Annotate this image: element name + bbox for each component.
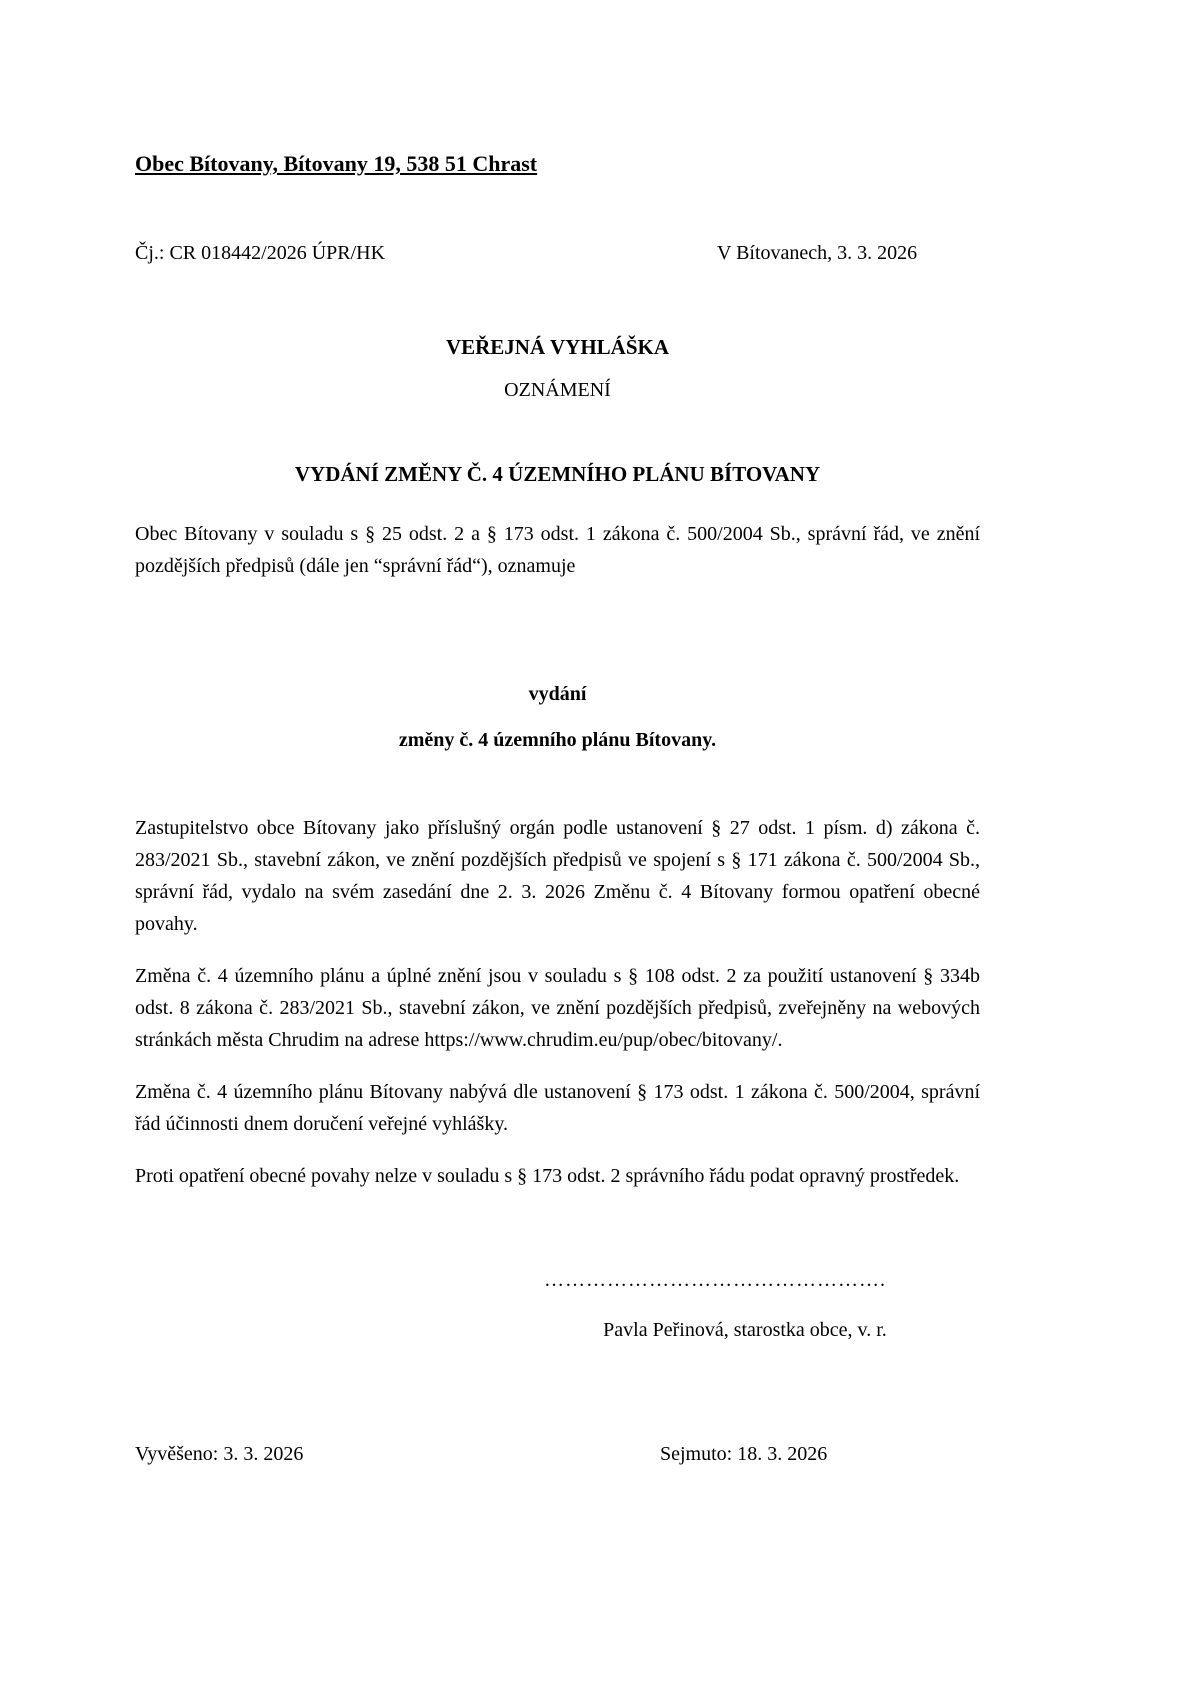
intro-paragraph: Obec Bítovany v souladu s § 25 odst. 2 a § 173 odst. 1 zákona č. 500/2004 Sb., správní řád, ve znění pozdějších předpisů (dále jen “správní řád“), oznamuje bbox=[135, 522, 980, 577]
municipality-header: Obec Bítovany, Bítovany 19, 538 51 Chrast bbox=[135, 151, 538, 176]
signature-name: Pavla Peřinová, starostka obce, v. r. bbox=[603, 1318, 887, 1341]
place-and-date: V Bítovanech, 3. 3. 2026 bbox=[717, 241, 918, 264]
document-title: VEŘEJNÁ VYHLÁŠKA bbox=[445, 334, 670, 359]
body-paragraph-3: Změna č. 4 územního plánu Bítovany nabývá dle ustanovení § 173 odst. 1 zákona č. 500/2004, správní řád účinnosti dnem doručení veřejné vyhlášky. bbox=[135, 1080, 980, 1135]
body-paragraph-2: Změna č. 4 územního plánu a úplné znění jsou v souladu s § 108 odst. 2 za použití ustanovení § 334b odst. 8 zákona č. 283/2021 Sb., stavební zákon, ve znění pozdějších předpisů, zveřejněny na webových stránkách města Chrudim na adrese https://www.chrudim.eu/pup/obec/bitovany/. bbox=[135, 964, 980, 1051]
signature-block bbox=[475, 1264, 955, 1346]
removed-date: Sejmuto: 18. 3. 2026 bbox=[660, 1442, 828, 1465]
body-paragraph-1: Zastupitelstvo obce Bítovany jako příslušný orgán podle ustanovení § 27 odst. 1 písm. d) zákona č. 283/2021 Sb., stavební zákon, ve znění pozdějších předpisů ve spojení s § 171 zákona č. 500/2004 Sb., správní řád, vydalo na svém zasedání dne 2. 3. 2026 Změnu č. 4 Bítovany formou opatření obecné povahy. bbox=[135, 816, 980, 935]
reference-row bbox=[135, 237, 980, 269]
posting-dates-row bbox=[135, 1438, 980, 1470]
document-subject: VYDÁNÍ ZMĚNY Č. 4 ÚZEMNÍHO PLÁNU BÍTOVANY bbox=[294, 462, 821, 487]
reference-number: Čj.: CR 018442/2026 ÚPR/HK bbox=[135, 241, 386, 264]
signature-line: …………………………………………. bbox=[544, 1268, 886, 1291]
posted-date: Vyvěšeno: 3. 3. 2026 bbox=[135, 1442, 304, 1465]
body-paragraph-4: Proti opatření obecné povahy nelze v souladu s § 173 odst. 2 správního řádu podat opravný prostředek. bbox=[135, 1164, 960, 1187]
document-subtitle: OZNÁMENÍ bbox=[504, 379, 611, 402]
issue-line-1: vydání bbox=[528, 682, 587, 705]
issue-line-2: změny č. 4 územního plánu Bítovany. bbox=[398, 728, 717, 751]
